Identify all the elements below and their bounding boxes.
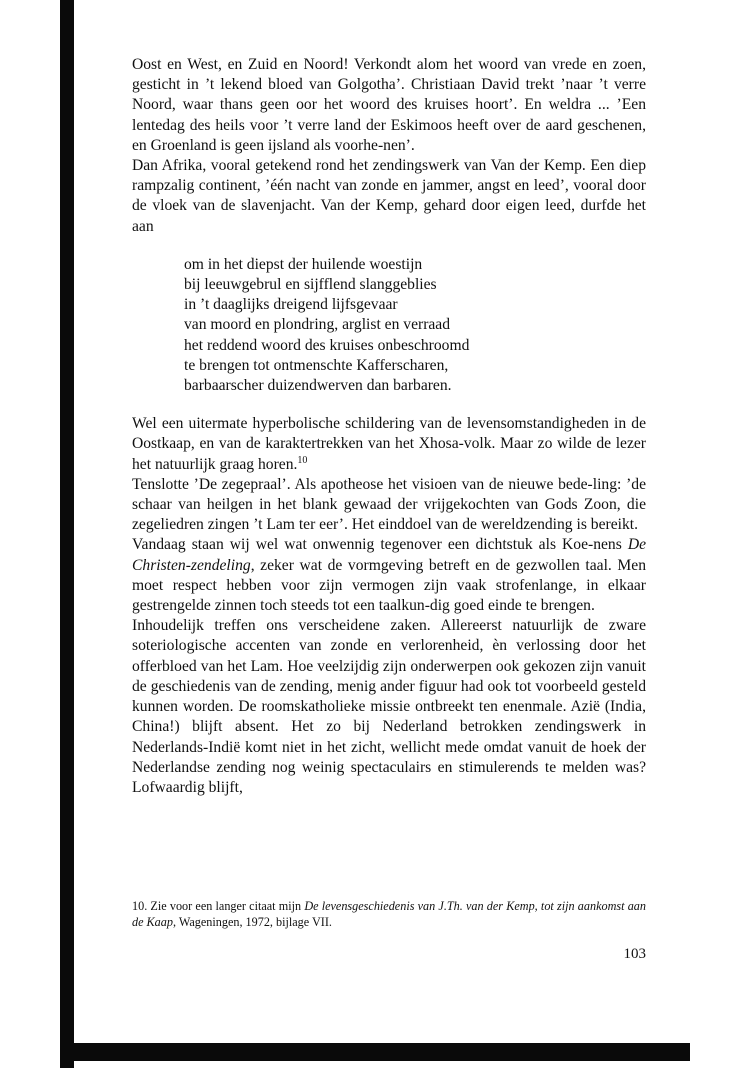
work-title: De Christen-zendeling [132,536,646,574]
paragraph: Dan Afrika, vooral getekend rond het zendingswerk van Van der Kemp. Een diep rampzalig continent, ’één nacht van zonde en jammer, angst en leed’, vooral door de vloek van de slavenjacht. Van der Kemp, gehard door eigen leed, durfde het aan [132,157,646,235]
footnote-text: , Wageningen, 1972, bijlage VII. [172,915,332,929]
footnote-work-title: De levensgeschiedenis van J.Th. van der Kemp, tot zijn aankomst aan de Kaap [132,899,646,929]
poem-line: van moord en plondring, arglist en verraad [184,316,451,334]
paragraph: Tenslotte ’De zegepraal’. Als apotheose het visioen van de nieuwe bede-ling: ’de schaar van heilgen in het blank gewaad der vrijgekochten van Gods Zoon, die zegeliedren zingen ’t Lam ter eer’. Het einddoel van de wereldzending is bereikt. [132,475,646,534]
footnote-number: 10. [132,899,148,913]
poem-quote [184,255,646,396]
scan-border-left [60,0,74,1068]
paragraph-text: , zeker wat de vormgeving betreft en de gezwollen taal. Men moet respect hebben voor zijn vermogen zijn vaak strofenlange, in elkaar gestrengelde zinnen toch steeds tot een taalkun-dig goed einde te brengen. [132,556,646,615]
paragraph: Oost en West, en Zuid en Noord! Verkondt alom het woord van vrede en zoen, gesticht in ’t lekend bloed van Golgotha’. Christiaan David trekt ’naar ’t verre Noord, waar thans geen oor het woord des kruises hoort’. En weldra ... ’Een lentedag des heils voor ’t verre land der Eskimoos heeft over de aard geschenen, en Groenland is geen ijsland als voorhe-nen’. [132,56,646,154]
page-number: 103 [623,946,646,962]
paragraph [132,414,646,475]
paragraph-text: Vandaag staan wij wel wat onwennig tegenover een dichtstuk als Koe-nens [132,536,628,554]
paragraph-text: Wel een uitermate hyperbolische schildering van de levensomstandigheden in de Oostkaap, en van de karaktertrekken van het Xhosa-volk. Maar zo wilde de lezer het natuurlijk graag horen. [132,415,646,473]
poem-line: om in het diepst der huilende woestijn [184,255,423,273]
poem-line: barbaarscher duizendwerven dan barbaren. [184,377,452,395]
footnote-reference: 10 [297,454,308,466]
paragraph [132,535,646,616]
paragraph: Inhoudelijk treffen ons verscheidene zaken. Allereerst natuurlijk de zware soteriologische accenten van zonde en verlorenheid, èn verlossing door het offerbloed van het Lam. Hoe veelzijdig zijn onderwerpen ook gekozen zijn vanuit de geschiedenis van de zending, menig ander figuur had ook tot voorbeeld gesteld kunnen worden. De roomskatholieke missie ontbreekt ten enenmale. Azië (India, China!) blijft absent. Het zo bij Nederland betrokken zendingswerk in Nederlands-Indië komt niet in het zicht, wellicht mede omdat vanuit de hoek der Nederlandse zending nog weinig spectaculairs en stimulerends te melden was? Lofwaardig blijft, [132,617,646,796]
poem-line: te brengen tot ontmenschte Kafferscharen, [184,356,449,374]
poem-line: in ’t daaglijks dreigend lijfsgevaar [184,296,398,314]
page-body [132,55,646,798]
poem-line: het reddend woord des kruises onbeschroomd [184,336,470,354]
scan-border-bottom [60,1043,690,1061]
footnote [132,898,646,930]
footnote-text: Zie voor een langer citaat mijn [147,899,305,913]
poem-line: bij leeuwgebrul en sijfflend slanggeblies [184,276,437,294]
